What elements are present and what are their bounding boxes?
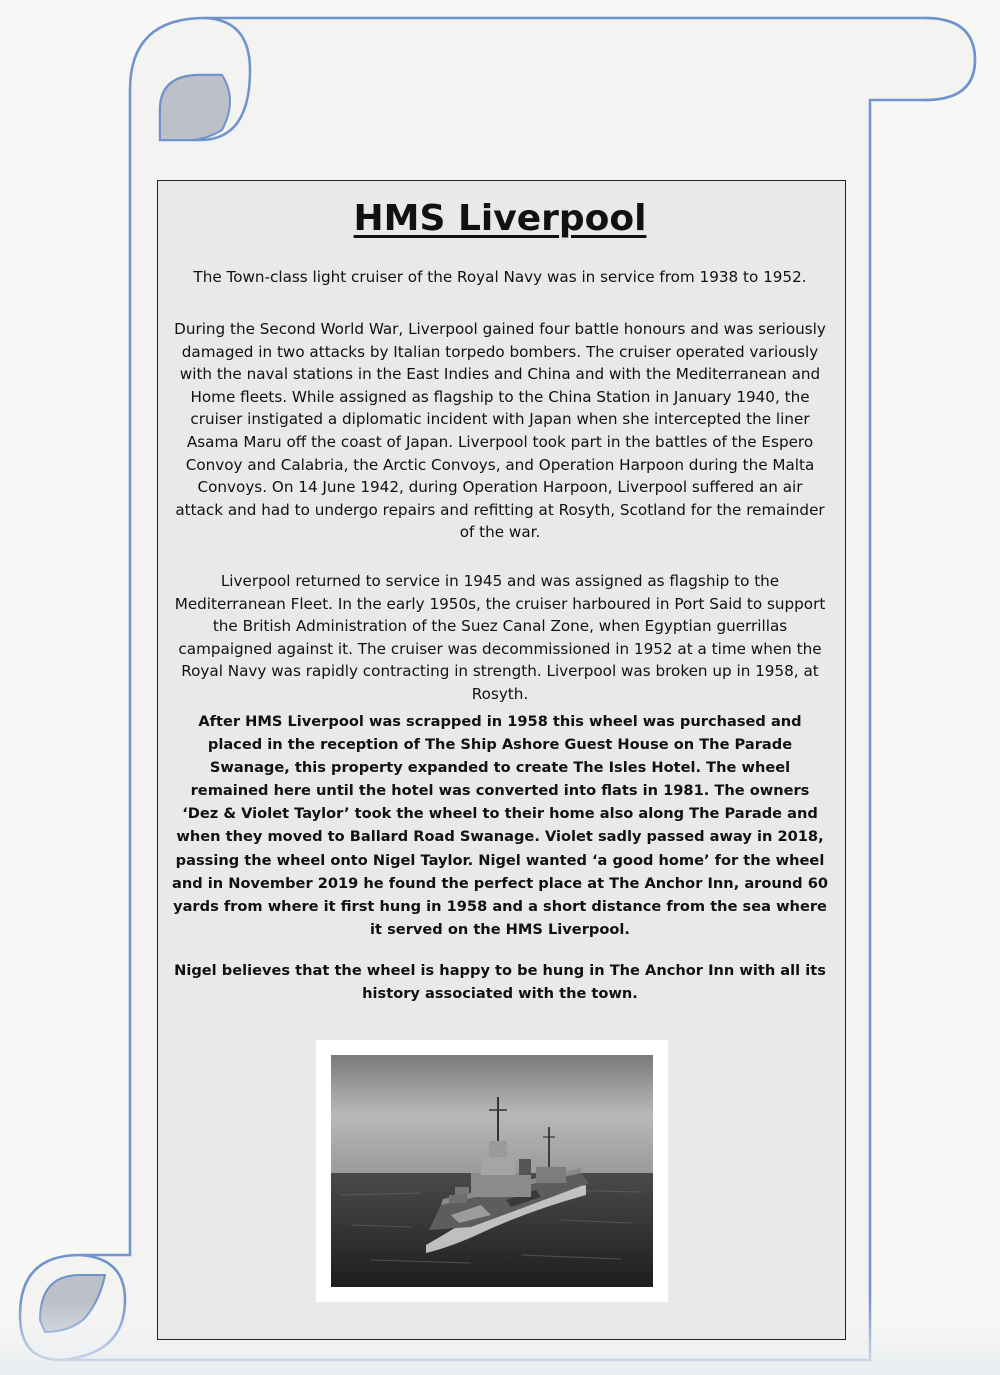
war-history-paragraph: During the Second World War, Liverpool gained four battle honours and was seriously damaged in two attacks by Italian torpedo bombers. The cruiser operated variously with the naval stations in the East Indies and China and with the Mediterranean and Home fleets. While assigned as flagship to the China Station in January 1940, the cruiser instigated a diplomatic incident with Japan when she intercepted the liner Asama Maru off the coast of Japan. Liverpool took part in the battles of the Espero Convoy and Calabria, the Arctic Convoys, and Operation Harpoon during the Malta Convoys. On 14 June 1942, during Operation Harpoon, Liverpool suffered an air attack and had to undergo repairs and refitting at Rosyth, Scotland for the remainder of the war. xyxy=(174,320,826,542)
warship-photo xyxy=(331,1055,653,1287)
wheel-history-paragraph: After HMS Liverpool was scrapped in 1958 this wheel was purchased and placed in the reception of The Ship Ashore Guest House on The Parade Swanage, this property expanded to create The Isles Hotel. The wheel remained here until the hotel was converted into flats in 1981. The owners ‘Dez & Violet Taylor’ took the wheel to their home also along The Parade and when they moved to Ballard Road Swanage. Violet sadly passed away in 2018, passing the wheel onto Nigel Taylor. Nigel wanted ‘a good home’ for the wheel and in November 2019 he found the perfect place at The Anchor Inn, around 60 yards from where it first hung in 1958 and a short distance from the sea where it served on the HMS Liverpool. xyxy=(172,713,829,938)
closing-paragraph: Nigel believes that the wheel is happy to be hung in The Anchor Inn with all its history associated with the town. xyxy=(174,962,826,1003)
intro-paragraph: The Town-class light cruiser of the Royal Navy was in service from 1938 to 1952. xyxy=(193,268,807,286)
ship-photo-frame xyxy=(316,1040,668,1302)
page-title: HMS Liverpool xyxy=(353,198,647,239)
postwar-paragraph: Liverpool returned to service in 1945 and was assigned as flagship to the Mediterranean Fleet. In the early 1950s, the cruiser harboured in Port Said to support the British Administration of the Suez Canal Zone, when Egyptian guerrillas campaigned against it. The cruiser was decommissioned in 1952 at a time when the Royal Navy was rapidly contracting in strength. Liverpool was broken up in 1958, at Rosyth. xyxy=(174,572,826,703)
scroll-top-curl-shade xyxy=(160,75,230,140)
